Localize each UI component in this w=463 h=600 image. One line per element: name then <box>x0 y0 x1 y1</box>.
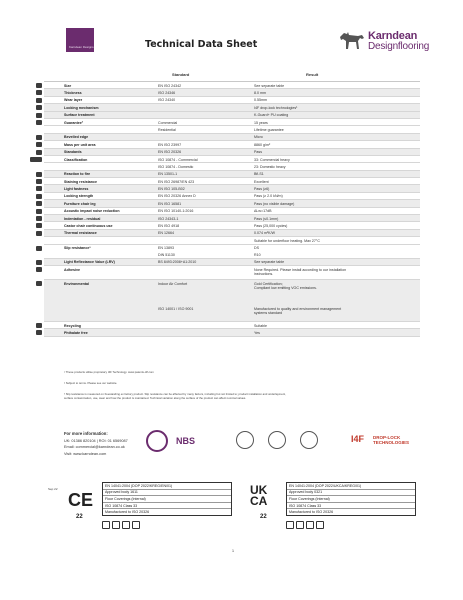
page-number: 1 <box>232 549 234 553</box>
ukca-line: Manufactured to ISO 20326 <box>289 510 334 515</box>
table-row <box>44 237 420 244</box>
table-cell-result: 0.074 m²K/W <box>254 231 275 236</box>
table-cell-standard: EN 12664 <box>158 231 174 236</box>
table-cell-property: Classification <box>64 157 88 162</box>
drop-lock-logo-text <box>373 435 409 445</box>
i4f-logo-text: I4F <box>351 434 365 444</box>
table-cell-result: Pass (no visible damage) <box>254 201 295 206</box>
table-row <box>44 230 420 237</box>
footnote-3: ³ Slip resistance is measured on freestanding ex factory product. Slip resistance can be affected by many factors, including but not limited to; product installation and underlayment, <box>64 392 286 396</box>
ce-line: EN 14041:2004 (DOP 2022/KREG/EN/01) <box>103 483 231 490</box>
pictogram-icon <box>306 521 314 529</box>
property-icon <box>30 157 42 162</box>
table-cell-standard: EN ISO 10140-1:2016 <box>158 209 194 214</box>
table-cell-property: Furniture chair leg <box>64 201 96 206</box>
table-row <box>44 134 420 141</box>
pictogram-icon <box>132 521 140 529</box>
table-row <box>44 222 420 229</box>
table-row <box>44 178 420 185</box>
ce-line: Manufactured to ISO 20326 <box>105 510 150 515</box>
ukca-marking-block <box>248 482 428 532</box>
table-cell-result: Pass (25,000 cycles) <box>254 224 288 229</box>
light-reflectance-icon <box>36 260 42 265</box>
table-cell-result: Pass (≥ 2.0 kN/m) <box>254 194 283 199</box>
table-row <box>44 126 420 133</box>
sgs-seal-icon <box>300 431 318 449</box>
ce-mark: CE <box>68 490 94 510</box>
page-title: Technical Data Sheet <box>145 39 258 50</box>
ce-year: 22 <box>76 514 83 520</box>
nbs-logo-icon <box>146 430 168 452</box>
brand-subtitle: Designflooring <box>368 41 430 52</box>
table-cell-property: Indentation - residual <box>64 216 101 221</box>
property-icon <box>36 135 42 140</box>
table-cell-result: See separate table <box>254 260 285 265</box>
table-cell-standard: ISO 10874 - Domestic <box>158 164 194 169</box>
column-header-standard: Standard <box>172 72 190 77</box>
table-cell-property: Reaction to fire <box>64 172 91 177</box>
pictogram-icon <box>316 521 324 529</box>
table-row <box>44 266 420 280</box>
ukca-line: Approved body 0321 <box>287 490 415 497</box>
table-cell-standard: Indoor Air Comfort <box>158 281 188 286</box>
table-cell-standard: Commercial <box>158 120 178 125</box>
property-icon <box>36 231 42 236</box>
table-cell-standard: ISO 24343-1 <box>158 216 179 221</box>
table-cell-result: See separate table <box>254 83 285 88</box>
ukca-certificate-box <box>286 482 416 516</box>
table-cell-result: instructions. <box>254 271 274 276</box>
table-cell-result: None Required. Please install according to our installation <box>254 267 347 272</box>
table-cell-result: DS <box>254 246 259 251</box>
table-cell-standard: EN ISO 23997 <box>158 142 182 147</box>
property-icon <box>36 150 42 155</box>
table-cell-property: Guarantee² <box>64 120 83 125</box>
certification-badges <box>146 428 421 458</box>
table-cell-standard: EN ISO 4918 <box>158 224 180 229</box>
table-row <box>44 141 420 148</box>
table-row <box>44 119 420 126</box>
table-cell-result: Micro <box>254 135 263 140</box>
karndean-designs-logo <box>66 28 94 52</box>
ce-certificate-box <box>102 482 232 516</box>
property-icon <box>36 105 42 110</box>
table-row <box>44 156 420 163</box>
table-cell-result: 8860 g/m² <box>254 142 271 147</box>
table-cell-result: systems standard <box>254 310 283 315</box>
table-cell-property: Thermal resistance <box>64 231 97 236</box>
table-row <box>44 82 420 89</box>
table-cell-standard: EN ISO 16581 <box>158 201 182 206</box>
table-cell-property: Castor chair continuous use <box>64 224 113 229</box>
table-row <box>44 329 420 336</box>
contact-email: Email: commercial@karndean.co.uk <box>64 445 125 449</box>
pictogram-icon <box>286 521 294 529</box>
ukca-mark-bottom: CA <box>250 494 268 508</box>
property-icon <box>36 216 42 221</box>
table-cell-result: R10 <box>254 253 261 258</box>
table-cell-result: Yes <box>254 330 260 335</box>
environmental-icon <box>36 281 42 286</box>
ukca-pictograms <box>286 516 326 534</box>
table-cell-standard: EN ISO 105-B02 <box>158 187 185 192</box>
table-row <box>44 97 420 104</box>
table-row <box>44 163 420 170</box>
table-cell-property: Surface treatment <box>64 113 95 118</box>
contact-heading: For more information: <box>64 431 108 436</box>
certification-seal-icon <box>236 431 254 449</box>
table-row <box>44 112 420 119</box>
table-cell-result: Compliant low emitting VOC emissions. <box>254 285 317 290</box>
ukca-mark-top: UK <box>250 483 268 497</box>
document-date-ref: Sep 22 <box>48 487 58 491</box>
pictogram-icon <box>296 521 304 529</box>
footnote-1: ¹ These products utilise proprietary I4F Technology. www.patents-i4f.com <box>64 370 154 374</box>
adhesive-icon <box>36 267 42 272</box>
ce-marking-block <box>64 482 244 532</box>
table-cell-standard: EN ISO 20326 Annex D <box>158 194 196 199</box>
table-cell-property: Slip resistance³ <box>64 246 91 251</box>
karndean-brand-logo <box>338 29 438 53</box>
property-icon <box>36 194 42 199</box>
table-cell-result: 23: Domestic heavy <box>254 164 286 169</box>
table-cell-result: Pass <box>254 150 262 155</box>
technical-data-table <box>44 70 420 337</box>
table-row <box>44 171 420 178</box>
table-cell-property: Size <box>64 83 72 88</box>
table-cell-standard: Residential <box>158 127 176 132</box>
table-cell-property: Recycling <box>64 323 81 328</box>
table-cell-result: Excellent <box>254 179 269 184</box>
table-row <box>44 89 420 96</box>
table-body <box>44 82 420 237</box>
table-cell-property: Staining resistance <box>64 179 97 184</box>
nbs-logo-text: NBS <box>176 436 196 446</box>
table-cell-property: Mass per unit area <box>64 142 96 147</box>
ce-pictograms <box>102 516 142 534</box>
table-cell-result: 33: Commercial heavy <box>254 157 290 162</box>
table-cell-result: I4F drop-lock technologies¹ <box>254 105 298 110</box>
phthalate-free-icon <box>36 330 42 335</box>
table-cell-property: Adhesive <box>64 267 80 272</box>
table-cell-property: Phthalate free <box>64 330 88 335</box>
table-row <box>44 280 420 322</box>
table-cell-property: Environmental <box>64 281 89 286</box>
table-cell-standard: ISO 10874 - Commercial <box>158 157 198 162</box>
table-cell-standard: ISO 24340 <box>158 98 176 103</box>
table-cell-standard: ISO 24346 <box>158 90 176 95</box>
table-cell-property: Bevelled edge <box>64 135 89 140</box>
contact-website: Visit: www.karndean.com <box>64 451 107 456</box>
table-cell-result: 8.0 mm <box>254 90 266 95</box>
dog-icon <box>338 29 366 51</box>
property-icon <box>36 120 42 125</box>
table-row <box>44 215 420 222</box>
table-row <box>44 149 420 156</box>
thermal-note: Suitable for underfloor heating. Max 27°C <box>254 238 320 243</box>
table-cell-standard: BS 8493:2008+A1:2010 <box>158 260 197 265</box>
table-row <box>44 322 420 329</box>
ce-line: ISO 10874 Class 33 <box>103 503 231 510</box>
table-row <box>44 208 420 215</box>
property-icon <box>36 179 42 184</box>
property-icon <box>36 98 42 103</box>
recycling-icon <box>36 323 42 328</box>
property-icon <box>36 223 42 228</box>
ukca-line: ISO 10874 Class 33 <box>287 503 415 510</box>
property-icon <box>36 142 42 147</box>
table-cell-result: Bfl-S1 <box>254 172 264 177</box>
footnote-2: ² Subject to terms. Please see our website. <box>64 381 118 385</box>
table-cell-result: Pass (≤0.1mm) <box>254 216 279 221</box>
column-header-result: Result <box>306 72 319 77</box>
pictogram-icon <box>102 521 110 529</box>
table-cell-result: Manufactured to quality and environment management <box>254 306 342 311</box>
drop-lock-line-2: TECHNOLOGIES <box>373 440 410 445</box>
table-cell-standard: ISO 14001 / ISO 9001 <box>158 306 194 311</box>
property-icon <box>36 172 42 177</box>
table-cell-result: K-Guard+ PU coating <box>254 113 289 118</box>
table-row <box>44 259 420 266</box>
footnote-3-cont: surface contamination, use, wear and how the product is maintained. Technical variation along the surface of the product can affect nominal values. <box>64 396 247 400</box>
table-row <box>44 104 420 111</box>
property-icon <box>36 186 42 191</box>
table-cell-standard: EN 13893 <box>158 246 174 251</box>
table-cell-property: Thickness <box>64 90 82 95</box>
ce-line: Floor Coverings (Internal) <box>103 496 231 503</box>
contact-phone: UK: 01386 820104 | ROI: 01 6569087 <box>64 438 128 443</box>
ukca-line: Floor Coverings (Internal) <box>287 496 415 503</box>
logo-small-text: Karndean Designs <box>69 45 94 49</box>
ukca-line: EN 14041:2004 (DOP 2022/UKCA/KREG/01) <box>287 483 415 490</box>
table-cell-property: Wear layer <box>64 98 83 103</box>
table-cell-result: Lifetime guarantee <box>254 127 284 132</box>
ukca-year: 22 <box>260 514 267 520</box>
table-cell-result: Pass (≥6) <box>254 187 270 192</box>
table-row <box>44 200 420 207</box>
table-header <box>44 70 420 82</box>
table-cell-property: Locking strength <box>64 194 94 199</box>
property-icon <box>36 90 42 95</box>
table-cell-property: Locking mechanism <box>64 105 99 110</box>
table-cell-result: ΔLw=17dB <box>254 209 272 214</box>
table-cell-result: 15 years <box>254 120 268 125</box>
table-row <box>44 193 420 200</box>
pictogram-icon <box>112 521 120 529</box>
table-cell-standard: EN ISO 24342 <box>158 83 182 88</box>
table-cell-result: 0.55mm <box>254 98 267 103</box>
contact-block <box>64 431 128 457</box>
table-cell-standard: EN ISO 20326 <box>158 150 182 155</box>
table-cell-result: Suitable <box>254 323 267 328</box>
ce-line: Approved body 1611 <box>103 490 231 497</box>
table-row <box>44 245 420 259</box>
table-row <box>44 185 420 192</box>
ukca-mark <box>250 485 267 507</box>
table-cell-property: Light Reflectance Value (LRV) <box>64 260 115 265</box>
property-icon <box>36 201 42 206</box>
property-icon <box>36 209 42 214</box>
table-cell-standard: DIN 51130 <box>158 253 175 258</box>
table-cell-result: Gold Certification; <box>254 281 283 286</box>
brand-name: Karndean <box>368 30 418 42</box>
property-icon <box>36 83 42 88</box>
table-cell-standard: EN 13501-1 <box>158 172 178 177</box>
table-cell-property: Standards <box>64 150 82 155</box>
pictogram-icon <box>122 521 130 529</box>
table-cell-property: Light fastness <box>64 187 89 192</box>
drop-lock-line-1: DROP-LOCK <box>373 435 401 440</box>
table-cell-property: Acoustic impact noise reduction <box>64 209 120 214</box>
slip-resistance-icon <box>36 246 42 251</box>
table-cell-standard: EN ISO 26987/EN 423 <box>158 179 195 184</box>
certification-seal-icon <box>268 431 286 449</box>
property-icon <box>36 113 42 118</box>
